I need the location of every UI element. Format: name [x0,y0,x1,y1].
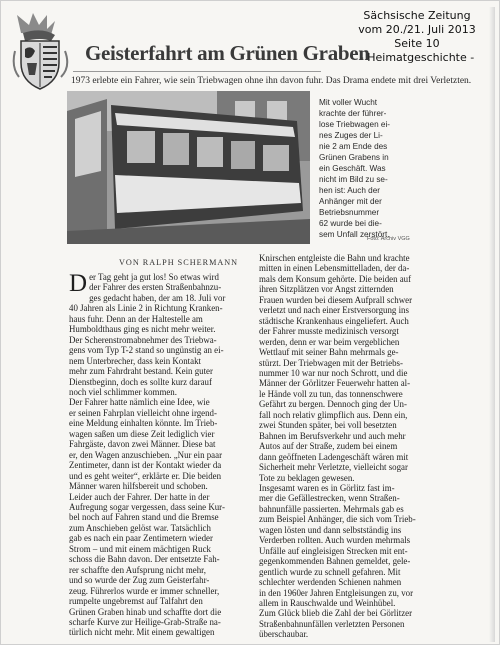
column-line: Frauen wurden bei diesem Aufprall schwer [259,294,413,305]
column-line: eine Meldung einhalten könnte. Im Trieb- [69,418,218,429]
column-line: verletzt und nach einer Erstversorgung ins [259,305,409,316]
column-line: Sicherheit mehr Verletzte, vielleicht sogar [259,462,408,473]
column-line: schlechter werdenden Schienen nahmen [259,577,402,588]
column-line: Der Fahrer hatte nämlich eine Idee, wie [69,397,210,408]
column-line: rer schaffte den Aufsprung nicht mehr, [69,564,206,575]
column-line: türlich nicht mehr. Mit einem gewaltigen [69,627,215,638]
column-line: Männer der Görlitzer Feuerwehr hatten al- [259,378,411,389]
column-line: stürzt. Der Triebwagen mit der Betriebs- [259,357,403,368]
column-line: bel noch auf Fahren stand und die Bremse [69,512,219,523]
column-line: le Hände voll zu tun, das tonnenschwere [259,388,403,399]
column-line: allem in Rauschwalde und Weinhübel. [259,597,396,608]
column-line: haus fuhr. Denn an der Haltestelle am [69,313,203,324]
caption-line: Grünen Grabens in [319,153,389,162]
caption-line: 62 wurde bei die- [319,219,382,228]
column-line: der Fahrer des ersten Straßenbahnzu- [89,282,222,293]
column-line: dann geöffneten Ladengeschäft wären mit [259,451,409,462]
column-line: in den 1960er Jahren Entgleisungen zu, vor [259,587,414,598]
column-line: wagen saßen um diese Zeit lediglich vier [69,428,215,439]
article-column-1 [69,272,244,638]
column-line: rumpelte ungebremst auf Talfahrt den [69,596,203,607]
column-line: Fahrgäste, davon zwei Männer. Diese bat [69,439,216,450]
column-line: Tote zu beklagen gewesen. [259,472,355,483]
column-line: Leider auch der Fahrer. Der hatte in der [69,491,210,502]
caption-line: Anhänger mit der [319,197,382,206]
column-line: er, den Wagen anzuschieben. „Nur ein paar [69,449,223,460]
column-line: noch viel schlimmer kommen. [69,386,177,397]
column-line: zwei Stunden später, bei voll besetzten [259,420,397,431]
column-line: Straßenbahnunfällen verletzten Personen [259,618,405,629]
byline: VON RALPH SCHERMANN [119,258,239,267]
page-edge-shadow [489,7,495,642]
column-line: gens vom Typ T-2 stand so ungünstig an ei- [69,345,224,356]
caption-line: krachte der führer- [319,109,387,118]
column-line: fall noch relativ glimpflich aus. Denn ein, [259,409,408,420]
column-line: werden, denn er war beim vergeblichen [259,336,400,347]
photo-caption [319,97,405,240]
column-line: Grünen Graben hinab und schaffte dort die [69,606,222,617]
column-line: Verderben rollten. Auch wurden mehrmals [259,535,411,546]
column-line: schoss die Bahn davon. Der entsetzte Fah- [69,554,220,565]
column-line: Dienstbeginn, doch es sollte kurz darauf [69,376,212,387]
column-line: Humboldthaus ging es nicht mehr weiter. [69,324,216,335]
column-line: zum Anschieben gelöst war. Tatsächlich [69,522,211,533]
column-line: mals dem Konsum gehörte. Die beiden auf [259,273,412,284]
photo-credit: Foto: Archiv VGG [367,236,410,242]
column-line: Unfälle auf eingleisigen Strecken mit ent- [259,545,408,556]
column-line: er seinen Fahrplan vielleicht ohne irgend- [69,407,217,418]
column-line: zeug. Führerlos wurde er immer schneller, [69,585,220,596]
column-line: Aufregung sogar vergessen, dass seine Kur- [69,501,225,512]
column-line: nem Unterbrecher, dass kein Kontakt [69,355,201,366]
column-line: und so wurde der Zug zum Geisterfahr- [69,575,210,586]
column-line: er Tag geht ja gut los! So etwas wird [89,272,219,282]
column-line: wagen lösten und dann selbstständig ins [259,524,402,535]
column-line: mehr zum Fahrdraht bestand. Kein guter [69,366,213,377]
column-line: mer die Gefällestrecken, wenn Straßen- [259,493,400,504]
column-line: Zentimeter, dann ist der Kontakt wieder da [69,460,222,471]
column-line: und es geht weiter“, erklärte er. Die beiden [69,470,222,481]
column-line: Gefährt zu bergen. Dennoch ging der Un- [259,399,407,410]
column-line: Autos auf der Straße, zudem bei einem [259,441,398,452]
column-line: Strom – und mit einem mächtigen Ruck [69,543,211,554]
column-line: Wettlauf mit seiner Bahn mehrmals ge- [259,347,399,358]
caption-line: nes Zuges der Li- [319,131,383,140]
column-line: scharfe Kurve zur Heilige-Grab-Straße na- [69,616,221,627]
column-line: Insgesamt waren es in Görlitz fast im- [259,482,395,493]
headline: Geisterfahrt am Grünen Graben [85,41,370,65]
caption-line: sem Unfall zerstört. [319,230,390,239]
caption-line: Mit voller Wucht [319,98,378,107]
column-line: ges gedacht haben, der am 18. Juli vor [89,292,226,303]
column-line: überschaubar. [259,629,309,640]
column-line: Zum Glück blieb die Zahl der bei Görlitzer [259,608,413,619]
subheadline: 1973 erlebte ein Fahrer, wie sein Triebwagen ohne ihn davon fuhr. Das Drama endete mit drei Verletzten. [71,76,472,86]
column-line: gegenkommenden Bahnen gemeldet, gele- [259,556,411,567]
column-line: bahnunfälle passierten. Mehrmals gab es [259,503,404,514]
column-line: gab es nach ein paar Zentimetern wieder [69,533,213,544]
tram-accident-photo [67,91,310,244]
caption-line: nie 2 am Ende des [319,142,388,151]
source-section: - Heimatgeschichte - [359,51,475,64]
drop-cap: D [69,270,88,297]
column-line: Bahnen im Berufsverkehr und auch mehr [259,430,406,441]
caption-line: hen ist: Auch der [319,186,380,195]
caption-line: ein Geschäft. Was [319,164,386,173]
column-line: ihren Sitzplätzen vor Angst zitternden [259,284,394,295]
column-line: Männer waren hilfsbereit und schoben. [69,481,208,492]
column-line: städtische Krankenhaus eingeliefert. Auch [259,315,409,326]
column-line: zum Beispiel Anhänger, die sich vom Trieb- [259,514,416,525]
article-column-2 [259,253,433,640]
column-line: mitten in einen Lebensmittelladen, der da- [259,263,410,274]
column-line: 40 Jahren als Linie 2 in Richtung Kranken- [69,303,223,314]
source-page: Seite 10 [394,37,440,50]
source-newspaper: Sächsische Zeitung [363,9,471,22]
column-line: gentlich wurde zu schnell gefahren. Mit [259,566,401,577]
caption-line: Betriebsnummer [319,208,380,217]
caption-line: nicht im Bild zu se- [319,175,388,184]
coat-of-arms-icon [11,11,73,93]
column-line: nummer 10 war nur noch Schrott, und die [259,367,408,378]
column-line: Knirschen entgleiste die Bahn und krachte [259,253,410,263]
column-1-body [69,303,244,638]
caption-line: lose Triebwagen ei- [319,120,390,129]
column-2-body [259,253,433,640]
column-line: der Fahrer musste medizinisch versorgt [259,326,399,337]
source-date: vom 20./21. Juli 2013 [358,23,476,36]
column-line: Der Scherenstromabnehmer des Triebwa- [69,334,217,345]
headline-rule [73,71,321,72]
